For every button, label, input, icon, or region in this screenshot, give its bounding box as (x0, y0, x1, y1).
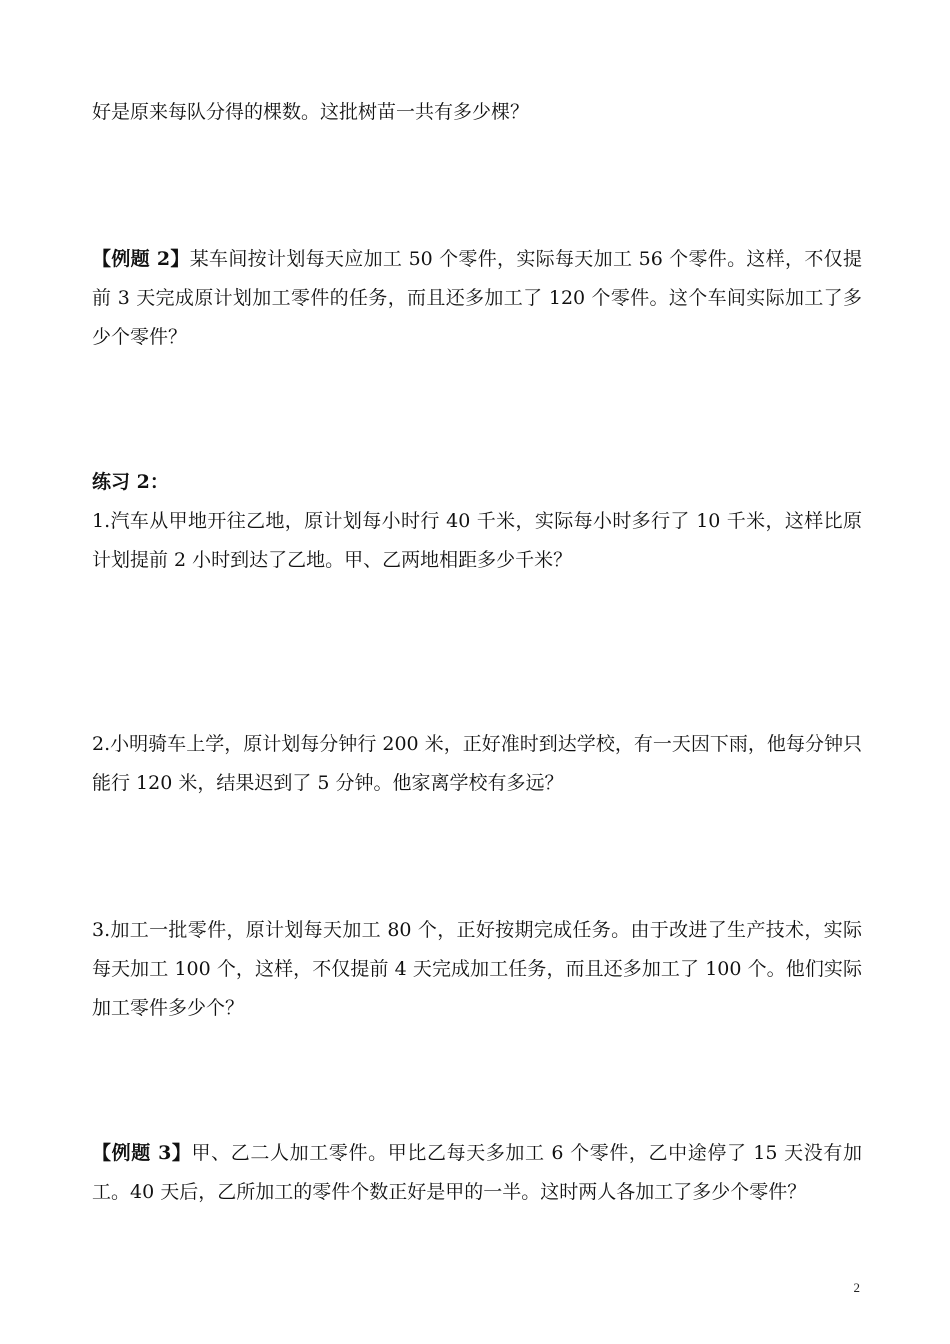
example-2-label: 【例题 2】 (92, 248, 190, 270)
question-3-text: 3.加工一批零件，原计划每天加工 80 个，正好按期完成任务。由于改进了生产技术，实际每天加工 100 个，这样，不仅提前 4 天完成加工任务，而且还多加工了 100 个。他们实际加工零件多少个？ (92, 919, 862, 1019)
practice-2-question-2 (92, 725, 862, 803)
page-number: 2 (853, 1280, 860, 1295)
question-2-text: 2.小明骑车上学，原计划每分钟行 200 米，正好准时到达学校，有一天因下雨，他每分钟只能行 120 米，结果迟到了 5 分钟。他家离学校有多远？ (92, 733, 862, 794)
example-3 (92, 1134, 862, 1212)
continuation-paragraph (92, 93, 862, 132)
practice-2-question-1 (92, 502, 862, 580)
question-1-text: 1.汽车从甲地开往乙地，原计划每小时行 40 千米，实际每小时多行了 10 千米，这样比原计划提前 2 小时到达了乙地。甲、乙两地相距多少千米？ (92, 510, 862, 571)
example-2 (92, 240, 862, 357)
example-2-text: 某车间按计划每天应加工 50 个零件，实际每天加工 56 个零件。这样，不仅提前 3 天完成原计划加工零件的任务，而且还多加工了 120 个零件。这个车间实际加工了多少个零件？ (92, 248, 862, 348)
example-3-label: 【例题 3】 (92, 1142, 192, 1164)
example-3-text: 甲、乙二人加工零件。甲比乙每天多加工 6 个零件，乙中途停了 15 天没有加工。40 天后，乙所加工的零件个数正好是甲的一半。这时两人各加工了多少个零件？ (92, 1142, 862, 1203)
continuation-text: 好是原来每队分得的棵数。这批树苗一共有多少棵？ (92, 101, 530, 123)
practice-2-question-3 (92, 911, 862, 1028)
practice-2-heading: 练习 2： (92, 471, 169, 493)
